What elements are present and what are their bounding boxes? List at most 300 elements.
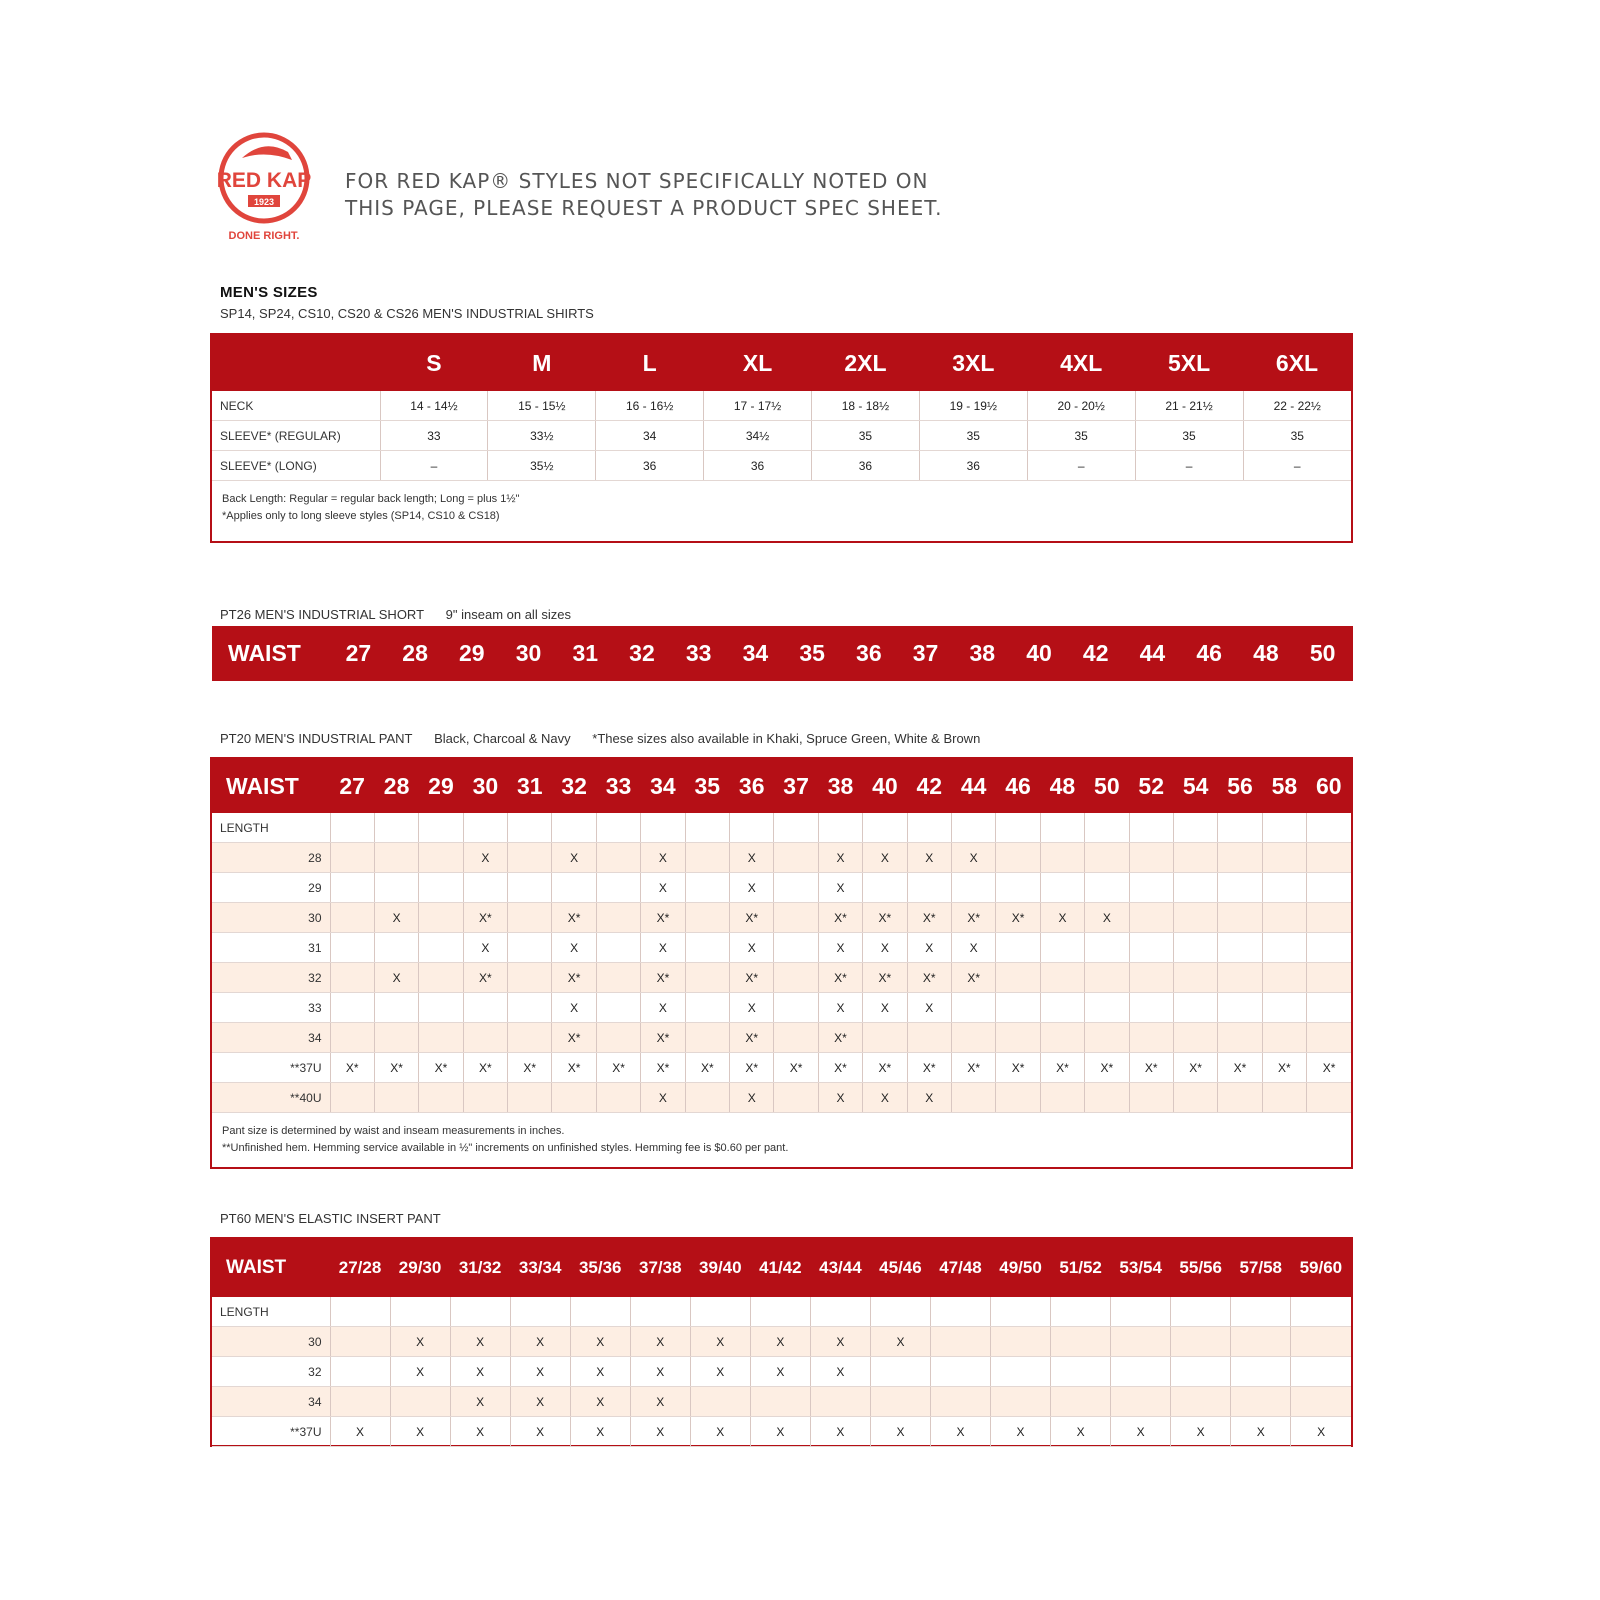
availability-cell — [596, 963, 640, 993]
elastic-waist-size: 49/50 — [991, 1239, 1051, 1297]
availability-cell — [508, 903, 552, 933]
availability-cell — [996, 933, 1040, 963]
availability-cell — [774, 843, 818, 873]
availability-cell — [685, 843, 729, 873]
availability-cell: X* — [463, 1053, 507, 1083]
pant-availability-note: *These sizes also available in Khaki, Spruce Green, White & Brown — [592, 731, 981, 746]
availability-cell: X* — [730, 963, 774, 993]
table-row — [212, 421, 1351, 451]
availability-cell: X — [510, 1327, 570, 1357]
availability-cell: X — [552, 933, 596, 963]
availability-cell: X — [374, 903, 418, 933]
availability-cell: X — [907, 993, 951, 1023]
row-label: NECK — [212, 391, 380, 421]
availability-cell — [1051, 1357, 1111, 1387]
availability-cell — [1085, 933, 1129, 963]
table-row — [212, 963, 1351, 993]
pant-waist-size: 28 — [374, 759, 418, 813]
availability-cell — [330, 963, 374, 993]
availability-cell — [1040, 873, 1084, 903]
availability-cell: X* — [951, 963, 995, 993]
availability-cell — [463, 993, 507, 1023]
availability-cell: X — [863, 993, 907, 1023]
availability-cell — [750, 1387, 810, 1417]
availability-cell — [1129, 873, 1173, 903]
pant-waist-size: 60 — [1307, 759, 1351, 813]
availability-cell — [419, 993, 463, 1023]
empty-cell — [930, 1297, 990, 1327]
short-waist-size: 50 — [1294, 628, 1351, 679]
pant-colors-note: Black, Charcoal & Navy — [434, 731, 571, 746]
availability-cell — [996, 993, 1040, 1023]
length-value: **37U — [212, 1053, 330, 1083]
elastic-waist-size: 59/60 — [1291, 1239, 1351, 1297]
shirt-size-header: L — [596, 335, 704, 391]
availability-cell: X* — [1129, 1053, 1173, 1083]
empty-cell — [330, 1297, 390, 1327]
pant-note-1: Pant size is determined by waist and inseam measurements in inches. — [222, 1125, 565, 1137]
availability-cell — [552, 873, 596, 903]
availability-cell: X* — [863, 903, 907, 933]
size-value-cell: 35 — [1243, 421, 1351, 451]
availability-cell — [1231, 1327, 1291, 1357]
empty-cell — [1129, 813, 1173, 843]
pant-title: PT20 MEN'S INDUSTRIAL PANT — [220, 731, 413, 746]
availability-cell — [419, 963, 463, 993]
elastic-waist-label: WAIST — [212, 1239, 330, 1297]
availability-cell: X — [1085, 903, 1129, 933]
shirt-notes — [212, 481, 1351, 531]
availability-cell — [685, 1083, 729, 1113]
short-waist-size: 29 — [443, 628, 500, 679]
pant-waist-size: 56 — [1218, 759, 1262, 813]
availability-cell: X — [907, 933, 951, 963]
availability-cell — [463, 1083, 507, 1113]
elastic-waist-size: 53/54 — [1111, 1239, 1171, 1297]
availability-cell: X — [390, 1357, 450, 1387]
table-row — [212, 903, 1351, 933]
availability-cell — [1129, 843, 1173, 873]
availability-cell: X* — [330, 1053, 374, 1083]
elastic-waist-size: 57/58 — [1231, 1239, 1291, 1297]
pant-waist-size: 58 — [1262, 759, 1306, 813]
availability-cell — [1262, 1083, 1306, 1113]
availability-cell: X* — [596, 1053, 640, 1083]
availability-cell — [508, 843, 552, 873]
availability-cell: X — [818, 873, 862, 903]
empty-cell — [870, 1297, 930, 1327]
availability-cell — [1307, 993, 1351, 1023]
availability-cell — [774, 903, 818, 933]
availability-cell — [1262, 963, 1306, 993]
availability-cell: X* — [818, 903, 862, 933]
availability-cell: X — [570, 1417, 630, 1447]
empty-cell — [1173, 813, 1217, 843]
empty-cell — [991, 1297, 1051, 1327]
availability-cell — [419, 933, 463, 963]
shirt-note-1: Back Length: Regular = regular back length; Long = plus 1½" — [222, 493, 520, 505]
size-value-cell: 33 — [380, 421, 488, 451]
availability-cell — [596, 843, 640, 873]
table-row — [212, 1083, 1351, 1113]
availability-cell: X — [818, 993, 862, 1023]
pant-waist-size: 54 — [1173, 759, 1217, 813]
availability-cell — [996, 1023, 1040, 1053]
availability-cell: X — [818, 933, 862, 963]
availability-cell: X* — [685, 1053, 729, 1083]
shirt-size-header: XL — [704, 335, 812, 391]
availability-cell — [374, 843, 418, 873]
length-value: 32 — [212, 1357, 330, 1387]
elastic-waist-size: 29/30 — [390, 1239, 450, 1297]
availability-cell: X — [750, 1357, 810, 1387]
length-value: 34 — [212, 1023, 330, 1053]
size-value-cell: 14 - 14½ — [380, 391, 488, 421]
shirt-size-header: 6XL — [1243, 335, 1351, 391]
availability-cell: X — [463, 843, 507, 873]
availability-cell — [508, 1023, 552, 1053]
pant-waist-size: 38 — [818, 759, 862, 813]
availability-cell — [1307, 963, 1351, 993]
empty-cell — [463, 813, 507, 843]
short-waist-size: 36 — [840, 628, 897, 679]
pant-waist-size: 32 — [552, 759, 596, 813]
length-value: 30 — [212, 903, 330, 933]
availability-cell — [330, 993, 374, 1023]
empty-cell — [374, 813, 418, 843]
availability-cell: X — [907, 1083, 951, 1113]
elastic-waist-size: 51/52 — [1051, 1239, 1111, 1297]
availability-cell — [1171, 1387, 1231, 1417]
availability-cell — [1040, 843, 1084, 873]
pant-size-table — [210, 757, 1353, 1169]
size-value-cell: 18 - 18½ — [812, 391, 920, 421]
availability-cell: X* — [730, 903, 774, 933]
size-value-cell: 19 - 19½ — [919, 391, 1027, 421]
availability-cell — [685, 873, 729, 903]
availability-cell: X — [450, 1417, 510, 1447]
availability-cell — [1262, 1023, 1306, 1053]
availability-cell — [1085, 963, 1129, 993]
size-value-cell: 36 — [812, 451, 920, 481]
availability-cell: X* — [552, 1053, 596, 1083]
short-waist-size: 48 — [1238, 628, 1295, 679]
table-row — [212, 933, 1351, 963]
table-row — [212, 873, 1351, 903]
availability-cell: X — [450, 1357, 510, 1387]
availability-cell: X — [863, 933, 907, 963]
pant-waist-size: 48 — [1040, 759, 1084, 813]
pant-waist-size: 42 — [907, 759, 951, 813]
availability-cell: X — [450, 1327, 510, 1357]
availability-cell — [685, 993, 729, 1023]
availability-cell — [1291, 1387, 1351, 1417]
availability-cell — [1218, 993, 1262, 1023]
availability-cell: X* — [419, 1053, 463, 1083]
availability-cell: X — [750, 1417, 810, 1447]
availability-cell: X* — [641, 1053, 685, 1083]
availability-cell — [996, 1083, 1040, 1113]
elastic-waist-size: 27/28 — [330, 1239, 390, 1297]
availability-cell: X — [630, 1417, 690, 1447]
availability-cell: X — [810, 1417, 870, 1447]
availability-cell — [1262, 933, 1306, 963]
availability-cell: X — [1111, 1417, 1171, 1447]
availability-cell — [596, 993, 640, 1023]
empty-cell — [630, 1297, 690, 1327]
availability-cell: X — [730, 993, 774, 1023]
availability-cell — [774, 1023, 818, 1053]
size-value-cell: 36 — [919, 451, 1027, 481]
size-value-cell: 35 — [1135, 421, 1243, 451]
size-value-cell: 34½ — [704, 421, 812, 451]
pant-waist-size: 31 — [508, 759, 552, 813]
availability-cell — [1307, 1083, 1351, 1113]
availability-cell: X — [690, 1327, 750, 1357]
length-label-row — [212, 1297, 1351, 1327]
availability-cell: X* — [996, 1053, 1040, 1083]
availability-cell: X — [690, 1357, 750, 1387]
pant-waist-size: 50 — [1085, 759, 1129, 813]
availability-cell: X — [863, 1083, 907, 1113]
notice-line-1: FOR RED KAP® STYLES NOT SPECIFICALLY NOTED ON — [345, 169, 929, 193]
availability-cell — [685, 963, 729, 993]
length-value: 31 — [212, 933, 330, 963]
length-value: **37U — [212, 1417, 330, 1447]
availability-cell: X* — [730, 1053, 774, 1083]
availability-cell: X — [552, 993, 596, 1023]
availability-cell — [374, 933, 418, 963]
availability-cell: X* — [641, 1023, 685, 1053]
size-value-cell: 36 — [596, 451, 704, 481]
availability-cell: X* — [552, 903, 596, 933]
size-value-cell: – — [1027, 451, 1135, 481]
table-row — [212, 1053, 1351, 1083]
availability-cell: X — [863, 843, 907, 873]
size-value-cell: 20 - 20½ — [1027, 391, 1135, 421]
empty-cell — [818, 813, 862, 843]
empty-cell — [810, 1297, 870, 1327]
size-value-cell: 35 — [919, 421, 1027, 451]
availability-cell — [596, 903, 640, 933]
availability-cell — [907, 873, 951, 903]
empty-cell — [596, 813, 640, 843]
availability-cell — [1231, 1387, 1291, 1417]
availability-cell — [419, 843, 463, 873]
red-kap-logo — [212, 132, 318, 244]
pant-waist-size: 36 — [730, 759, 774, 813]
availability-cell: X — [330, 1417, 390, 1447]
shirt-size-header: 4XL — [1027, 335, 1135, 391]
length-value: 28 — [212, 843, 330, 873]
availability-cell — [690, 1387, 750, 1417]
availability-cell: X — [641, 933, 685, 963]
availability-cell — [1291, 1327, 1351, 1357]
availability-cell — [810, 1387, 870, 1417]
availability-cell: X — [450, 1387, 510, 1417]
empty-cell — [508, 813, 552, 843]
pant-waist-size: 40 — [863, 759, 907, 813]
length-label-row — [212, 813, 1351, 843]
svg-text:RED KAP: RED KAP — [216, 169, 312, 192]
availability-cell: X — [991, 1417, 1051, 1447]
availability-cell — [1173, 993, 1217, 1023]
availability-cell — [1173, 903, 1217, 933]
elastic-waist-size: 55/56 — [1171, 1239, 1231, 1297]
empty-cell — [390, 1297, 450, 1327]
availability-cell: X* — [907, 903, 951, 933]
svg-text:1923: 1923 — [253, 197, 275, 207]
availability-cell — [774, 963, 818, 993]
availability-cell — [508, 993, 552, 1023]
availability-cell — [1173, 843, 1217, 873]
availability-cell: X — [818, 843, 862, 873]
empty-cell — [907, 813, 951, 843]
elastic-waist-size: 37/38 — [630, 1239, 690, 1297]
size-value-cell: 35 — [812, 421, 920, 451]
empty-cell — [419, 813, 463, 843]
pant-waist-size: 52 — [1129, 759, 1173, 813]
length-label: LENGTH — [212, 1297, 330, 1327]
availability-cell — [1218, 1023, 1262, 1053]
elastic-waist-size: 43/44 — [810, 1239, 870, 1297]
availability-cell — [1051, 1387, 1111, 1417]
availability-cell — [1307, 843, 1351, 873]
availability-cell — [330, 933, 374, 963]
availability-cell: X — [630, 1387, 690, 1417]
availability-cell — [1040, 963, 1084, 993]
table-row — [212, 993, 1351, 1023]
availability-cell: X — [870, 1417, 930, 1447]
availability-cell: X — [1231, 1417, 1291, 1447]
availability-cell — [374, 1023, 418, 1053]
short-title-line — [220, 607, 589, 622]
availability-cell — [1085, 993, 1129, 1023]
empty-cell — [1171, 1297, 1231, 1327]
length-value: 33 — [212, 993, 330, 1023]
availability-cell: X — [1040, 903, 1084, 933]
shirt-size-header: S — [380, 335, 488, 391]
pant-waist-size: 34 — [641, 759, 685, 813]
empty-cell — [774, 813, 818, 843]
availability-cell: X — [907, 843, 951, 873]
availability-cell — [374, 1083, 418, 1113]
empty-cell — [1262, 813, 1306, 843]
availability-cell — [1173, 1023, 1217, 1053]
availability-cell — [1307, 903, 1351, 933]
availability-cell: X* — [1218, 1053, 1262, 1083]
availability-cell — [596, 1083, 640, 1113]
availability-cell — [1040, 933, 1084, 963]
availability-cell: X — [1171, 1417, 1231, 1447]
empty-cell — [685, 813, 729, 843]
availability-cell: X — [870, 1327, 930, 1357]
availability-cell: X* — [907, 963, 951, 993]
availability-cell — [1085, 843, 1129, 873]
availability-cell — [907, 1023, 951, 1053]
pant-title-line — [220, 731, 998, 746]
empty-cell — [1291, 1297, 1351, 1327]
elastic-waist-size: 35/36 — [570, 1239, 630, 1297]
availability-cell — [870, 1387, 930, 1417]
short-waist-size: 27 — [330, 628, 387, 679]
shirts-subheading: SP14, SP24, CS10, CS20 & CS26 MEN'S INDUSTRIAL SHIRTS — [220, 306, 594, 321]
availability-cell: X* — [996, 903, 1040, 933]
size-value-cell: 35½ — [488, 451, 596, 481]
availability-cell — [685, 903, 729, 933]
availability-cell — [1307, 933, 1351, 963]
availability-cell — [996, 843, 1040, 873]
availability-cell: X — [1291, 1417, 1351, 1447]
short-waist-size: 40 — [1011, 628, 1068, 679]
availability-cell — [685, 933, 729, 963]
availability-cell — [1218, 843, 1262, 873]
availability-cell — [930, 1327, 990, 1357]
availability-cell: X — [730, 1083, 774, 1113]
availability-cell: X* — [951, 903, 995, 933]
availability-cell: X* — [1085, 1053, 1129, 1083]
shirt-size-header: 3XL — [919, 335, 1027, 391]
availability-cell — [1173, 963, 1217, 993]
length-value: 34 — [212, 1387, 330, 1417]
short-waist-size: 38 — [954, 628, 1011, 679]
size-value-cell: – — [1135, 451, 1243, 481]
elastic-pant-size-table — [210, 1237, 1353, 1447]
availability-cell: X — [641, 873, 685, 903]
availability-cell — [330, 843, 374, 873]
availability-cell — [951, 1083, 995, 1113]
elastic-waist-size: 33/34 — [510, 1239, 570, 1297]
availability-cell — [552, 1083, 596, 1113]
availability-cell: X* — [1262, 1053, 1306, 1083]
empty-cell — [1040, 813, 1084, 843]
availability-cell — [330, 1083, 374, 1113]
size-value-cell: 22 - 22½ — [1243, 391, 1351, 421]
availability-cell — [1129, 963, 1173, 993]
availability-cell — [390, 1387, 450, 1417]
availability-cell: X* — [818, 1023, 862, 1053]
empty-cell — [570, 1297, 630, 1327]
shirt-size-header: 2XL — [812, 335, 920, 391]
short-waist-table — [212, 626, 1353, 681]
availability-cell: X — [552, 843, 596, 873]
availability-cell — [774, 873, 818, 903]
table-row — [212, 391, 1351, 421]
availability-cell: X* — [1307, 1053, 1351, 1083]
availability-cell: X* — [508, 1053, 552, 1083]
availability-cell: X — [630, 1357, 690, 1387]
availability-cell: X* — [552, 963, 596, 993]
empty-cell — [1111, 1297, 1171, 1327]
short-waist-size: 35 — [784, 628, 841, 679]
shirt-size-table — [210, 333, 1353, 543]
empty-cell — [552, 813, 596, 843]
availability-cell — [1129, 1023, 1173, 1053]
availability-cell — [508, 1083, 552, 1113]
availability-cell — [774, 993, 818, 1023]
availability-cell — [596, 933, 640, 963]
availability-cell: X — [1051, 1417, 1111, 1447]
availability-cell: X* — [552, 1023, 596, 1053]
short-waist-size: 28 — [387, 628, 444, 679]
availability-cell — [1111, 1327, 1171, 1357]
availability-cell — [991, 1387, 1051, 1417]
availability-cell — [330, 873, 374, 903]
availability-cell: X — [641, 843, 685, 873]
empty-cell — [1085, 813, 1129, 843]
availability-cell: X* — [863, 1053, 907, 1083]
short-waist-size: 30 — [500, 628, 557, 679]
